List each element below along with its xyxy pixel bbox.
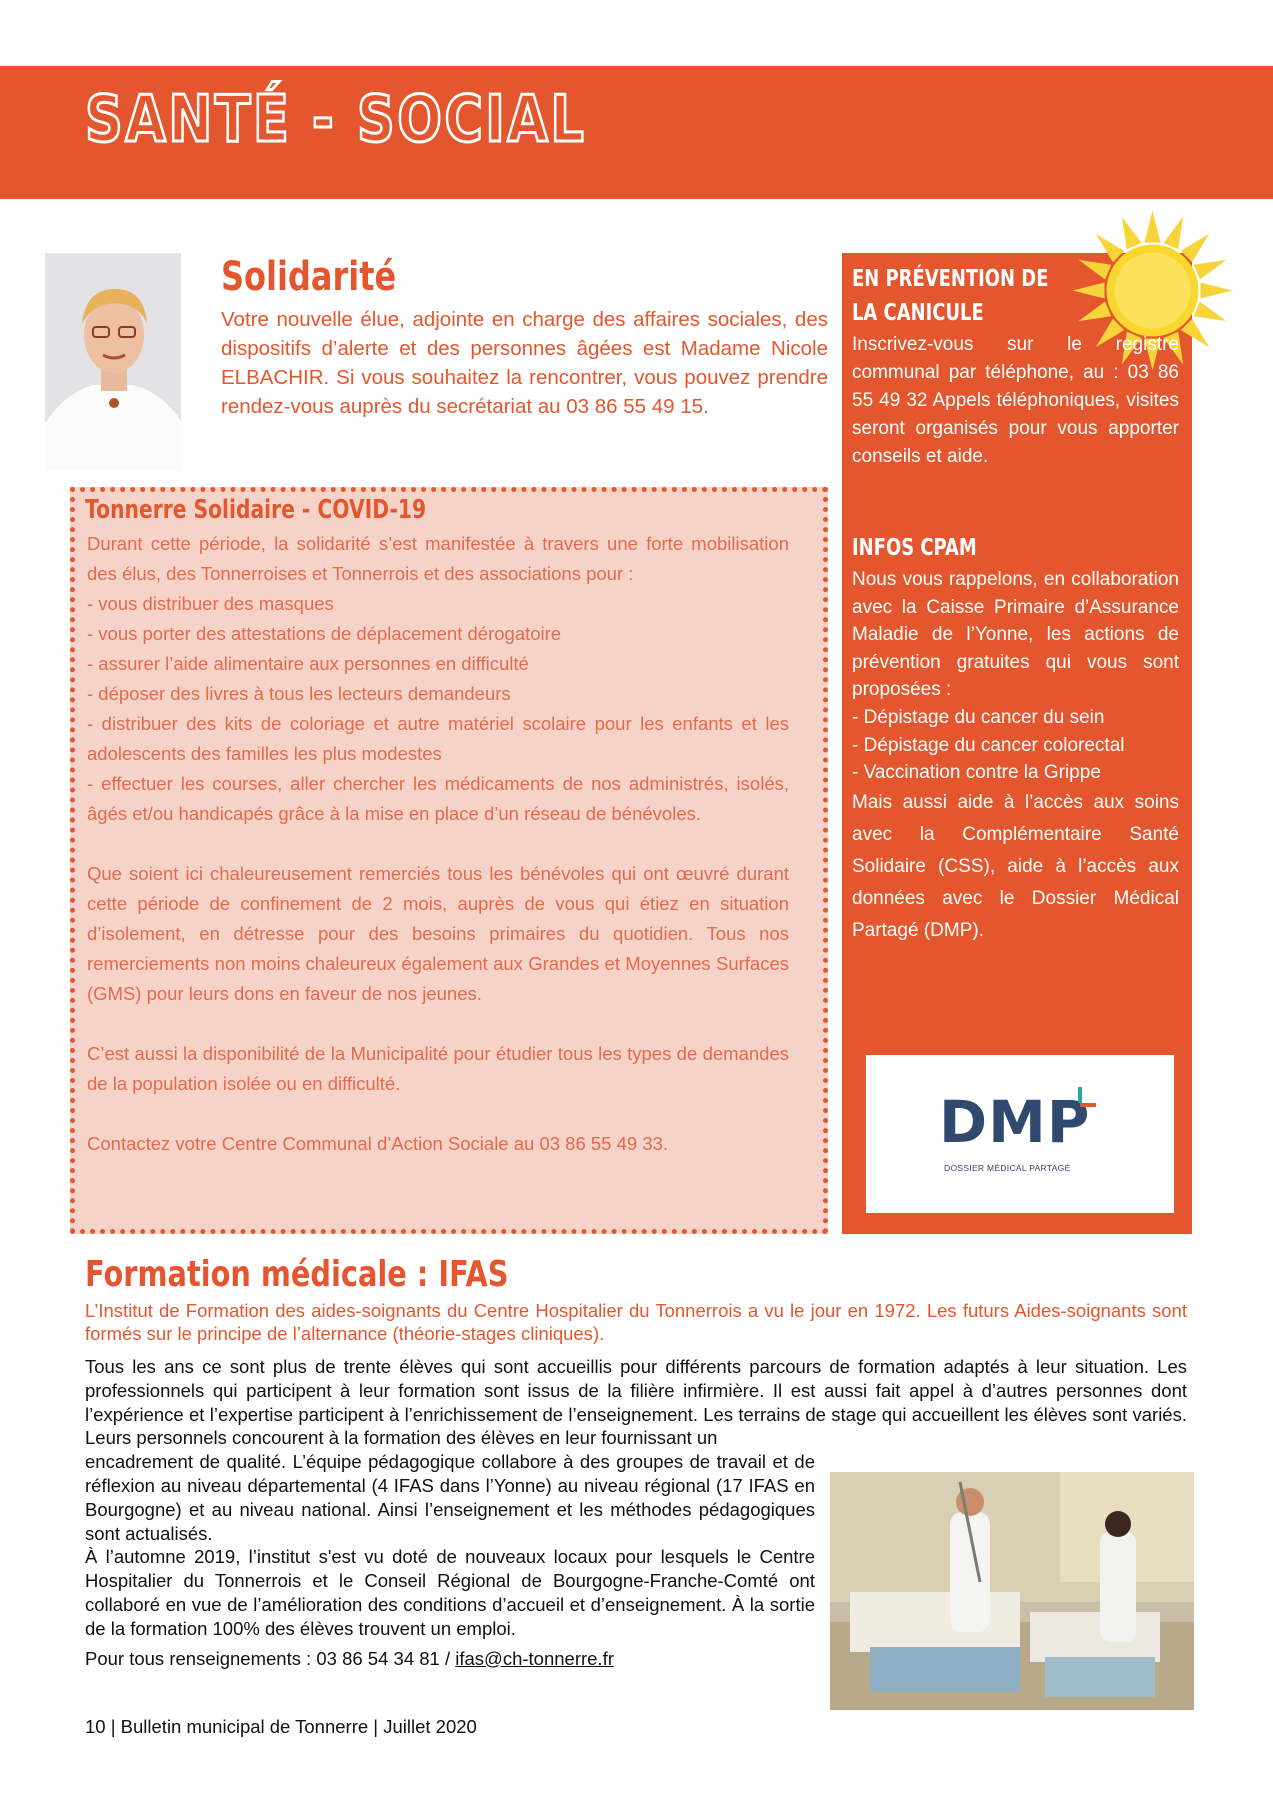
cpam-item: - Vaccination contre la Grippe bbox=[852, 762, 1101, 784]
covid-line: - vous porter des attestations de déplacement dérogatoire bbox=[87, 623, 562, 644]
portrait-photo bbox=[45, 253, 181, 471]
covid-line: - distribuer des kits de coloriage et autre matériel scolaire pour les enfants et les adolescents des familles les plus modestes bbox=[87, 713, 789, 764]
solidarite-heading: Solidarité bbox=[221, 254, 397, 300]
dmp-subtitle: DOSSIER MÉDICAL PARTAGÉ bbox=[944, 1163, 1071, 1173]
ifas-email-link[interactable]: ifas@ch-tonnerre.fr bbox=[455, 1647, 614, 1669]
ifas-heading: Formation médicale : IFAS bbox=[85, 1254, 509, 1295]
ifas-contact bbox=[85, 1647, 815, 1671]
ifas-contact-text: Pour tous renseignements : 03 86 54 34 81 / bbox=[85, 1647, 456, 1669]
covid-contact: Contactez votre Centre Communal d’Action Sociale au 03 86 55 49 33. bbox=[87, 1133, 669, 1154]
classroom-photo bbox=[830, 1472, 1194, 1710]
solidarite-text: Votre nouvelle élue, adjointe en charge des affaires sociales, des dispositifs d’alerte et des personnes âgées est Madame Nicole ELBACHIR. Si vous souhaitez la rencontrer, vous pouvez prendre rendez-vous auprès du secrétariat au 03 86 55 49 15. bbox=[221, 308, 828, 418]
cpam-heading: INFOS CPAM bbox=[852, 535, 977, 561]
dmp-acronym: DMP bbox=[939, 1088, 1091, 1156]
canicule-heading-line1: EN PRÉVENTION DE bbox=[852, 266, 1049, 292]
cpam-body bbox=[852, 566, 1179, 947]
cpam-intro: Nous vous rappelons, en collaboration avec la Caisse Primaire d’Assurance Maladie de l’Yonne, les actions de prévention gratuites qui vous sont proposées : bbox=[852, 569, 1179, 701]
page-footer: 10 | Bulletin municipal de Tonnerre | Juillet 2020 bbox=[85, 1716, 477, 1737]
ifas-paragraph: encadrement de qualité. L’équipe pédagogique collabore à des groupes de travail et de réflexion au niveau départemental (4 IFAS dans l’Yonne) au niveau régional (17 IFAS en Bourgogne) et au niveau national. Ainsi l’enseignement et les méthodes pédagogiques sont actualisés. bbox=[85, 1451, 815, 1544]
covid-body bbox=[87, 529, 789, 1159]
covid-line: - assurer l’aide alimentaire aux personnes en difficulté bbox=[87, 653, 529, 674]
page-title: SANTÉ - SOCIAL bbox=[85, 83, 587, 157]
canicule-heading-line2: LA CANICULE bbox=[852, 300, 984, 326]
covid-availability: C’est aussi la disponibilité de la Municipalité pour étudier tous les types de demandes de la population isolée ou en difficulté. bbox=[87, 1043, 789, 1094]
ifas-intro: L’Institut de Formation des aides-soignants du Centre Hospitalier du Tonnerrois a vu le jour en 1972. Les futurs Aides-soignants sont formés sur le principe de l’alternance (théorie-stages cliniques). bbox=[85, 1300, 1187, 1344]
ifas-paragraph: À l’automne 2019, l’institut s'est vu doté de nouveaux locaux pour lesquels le Centre Hospitalier du Tonnerrois et le Conseil Régional de Bourgogne-Franche-Comté ont collaboré en vue de l’amélioration des conditions d’accueil et d’enseignement. À la sortie de la formation 100% des élèves trouvent un emploi. bbox=[85, 1546, 815, 1639]
covid-line: - vous distribuer des masques bbox=[87, 593, 334, 614]
cpam-item: - Dépistage du cancer du sein bbox=[852, 706, 1105, 728]
dmp-accent-icon bbox=[1066, 1083, 1110, 1123]
covid-line: Durant cette période, la solidarité s’est manifestée à travers une forte mobilisation des élus, des Tonnerroises et Tonnerrois et des associations pour : bbox=[87, 533, 789, 584]
cpam-item: - Dépistage du cancer colorectal bbox=[852, 734, 1125, 756]
cpam-outro: Mais aussi aide à l’accès aux soins avec la Complémentaire Santé Solidaire (CSS), aide à l’accès aux données avec le Dossier Médical Partagé (DMP). bbox=[852, 791, 1179, 941]
covid-heading: Tonnerre Solidaire - COVID-19 bbox=[85, 495, 427, 525]
covid-line: - déposer des livres à tous les lecteurs demandeurs bbox=[87, 683, 511, 704]
dmp-logo bbox=[866, 1055, 1174, 1213]
covid-line: - effectuer les courses, aller chercher les médicaments de nos administrés, isolés, âgés et/ou handicapés grâce à la mise en place d’un réseau de bénévoles. bbox=[87, 773, 789, 824]
covid-thanks: Que soient ici chaleureusement remerciés tous les bénévoles qui ont œuvré durant cette période de confinement de 2 mois, auprès de vous qui étiez en situation d’isolement, en détresse pour des besoins primaires du quotidien. Tous nos remerciements non moins chaleureux également aux Grandes et Moyennes Surfaces (GMS) pour leurs dons en faveur de nos jeunes. bbox=[87, 863, 789, 1004]
ifas-paragraph: Tous les ans ce sont plus de trente élèves qui sont accueillis pour différents parcours de formation adaptés à leur situation. Les professionnels qui participent à leur formation sont issus de la filière infirmière. Il est aussi fait appel à d’autres personnes dont l’expérience et l’expertise participent à l’enrichissement de l’enseignement. Les terrains de stage qui accueillent les élèves sont variés. Leurs personnels concourent à la formation des élèves en leur fournissant un bbox=[85, 1356, 1187, 1449]
canicule-text: Inscrivez-vous sur le registre communal par téléphone, au : 03 86 55 49 32 Appels téléphoniques, visites seront organisés pour vous apporter conseils et aide. bbox=[852, 334, 1179, 467]
